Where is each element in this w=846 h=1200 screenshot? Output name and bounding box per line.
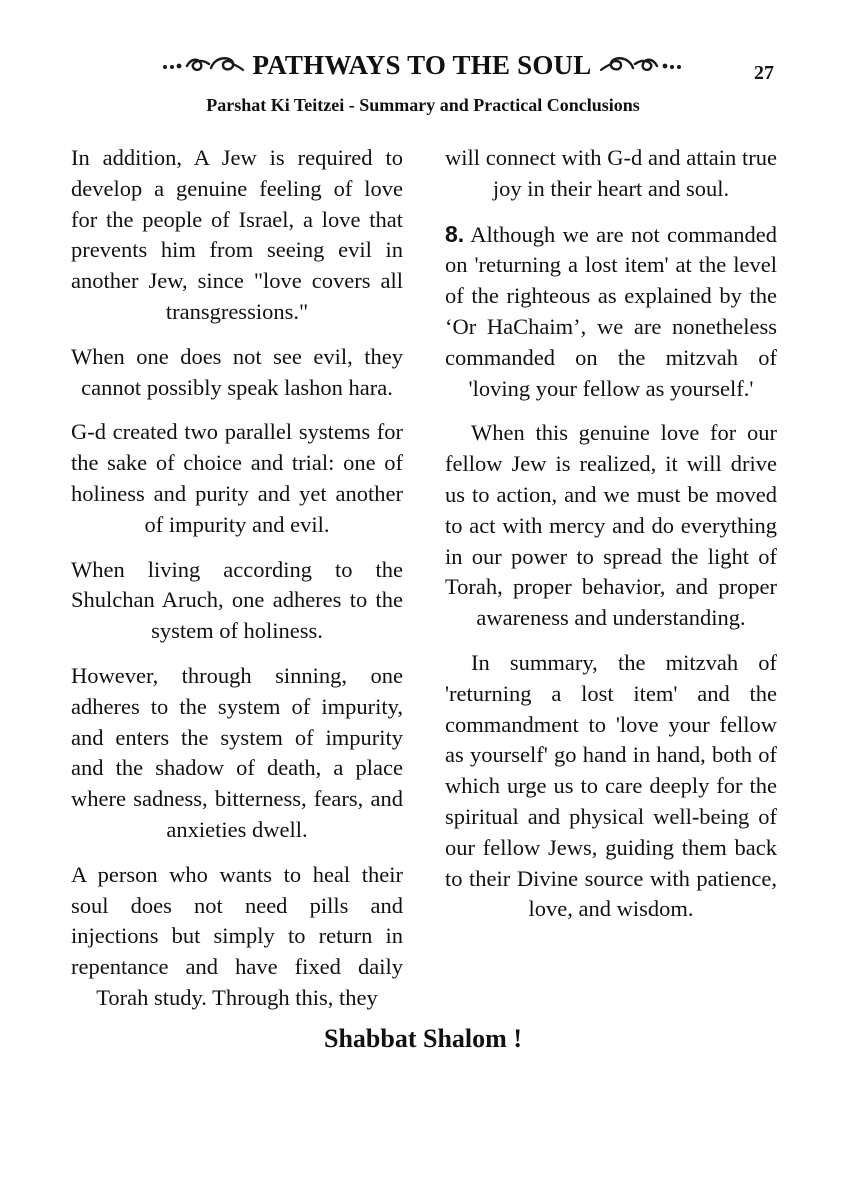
running-head-title: PATHWAYS TO THE SOUL — [252, 50, 592, 80]
header-title-row — [132, 50, 712, 81]
paragraph-love-for-israel: In addition, A Jew is required to develop a genuine feeling of love for the people of Israel, a love that prevents him from seeing evil in another Jew, since "love covers all transgressions." — [71, 145, 403, 324]
paragraph-true-joy: will connect with G-d and attain true joy in their heart and soul. — [445, 145, 777, 201]
page-number: 27 — [754, 62, 774, 84]
paragraph-heal-soul: A person who wants to heal their soul does not need pills and injections but simply to return in repentance and have fixed daily Torah study. Through this, they — [71, 861, 403, 1010]
point-8-text: Although we are not commanded on 'returning a lost item' at the level of the righteous as explained by the ‘Or HaChaim’, we are nonetheless commanded on the mitzvah of 'loving your fellow as yourself.' — [445, 221, 777, 401]
left-column — [71, 143, 403, 1028]
paragraph-two-systems: G-d created two parallel systems for the sake of choice and trial: one of holiness and purity and yet another of impurity and evil. — [71, 419, 403, 537]
paragraph-summary: In summary, the mitzvah of 'returning a lost item' and the commandment to 'love your fellow as yourself' go hand in hand, both of which urge us to care deeply for the spiritual and physical well-being of our fellow Jews, guiding them back to their Divine source with patience, love, and wisdom. — [445, 649, 777, 922]
paragraph-lashon-hara: When one does not see evil, they cannot possibly speak lashon hara. — [71, 343, 403, 400]
paragraph-sinning: However, through sinning, one adheres to the system of impurity, and enters the system of impurity and the shadow of death, a place where sadness, bitterness, fears, and anxieties dwell. — [71, 662, 403, 842]
right-column — [445, 143, 777, 939]
flourish-ornament-right-icon — [599, 52, 683, 79]
page-header — [0, 50, 846, 90]
paragraph-genuine-love: When this genuine love for our fellow Jew is realized, it will drive us to action, and we must be moved to act with mercy and do everything in our power to spread the light of Torah, proper behavior, and proper awareness and understanding. — [445, 420, 777, 631]
closing-greeting: Shabbat Shalom ! — [324, 1024, 522, 1053]
flourish-ornament-left-icon — [161, 52, 245, 79]
point-number: 8. — [445, 220, 465, 247]
paragraph-point-8 — [445, 219, 777, 405]
section-subtitle: Parshat Ki Teitzei - Summary and Practical Conclusions — [206, 95, 640, 115]
paragraph-shulchan-aruch: When living according to the Shulchan Aruch, one adheres to the system of holiness. — [71, 556, 403, 644]
